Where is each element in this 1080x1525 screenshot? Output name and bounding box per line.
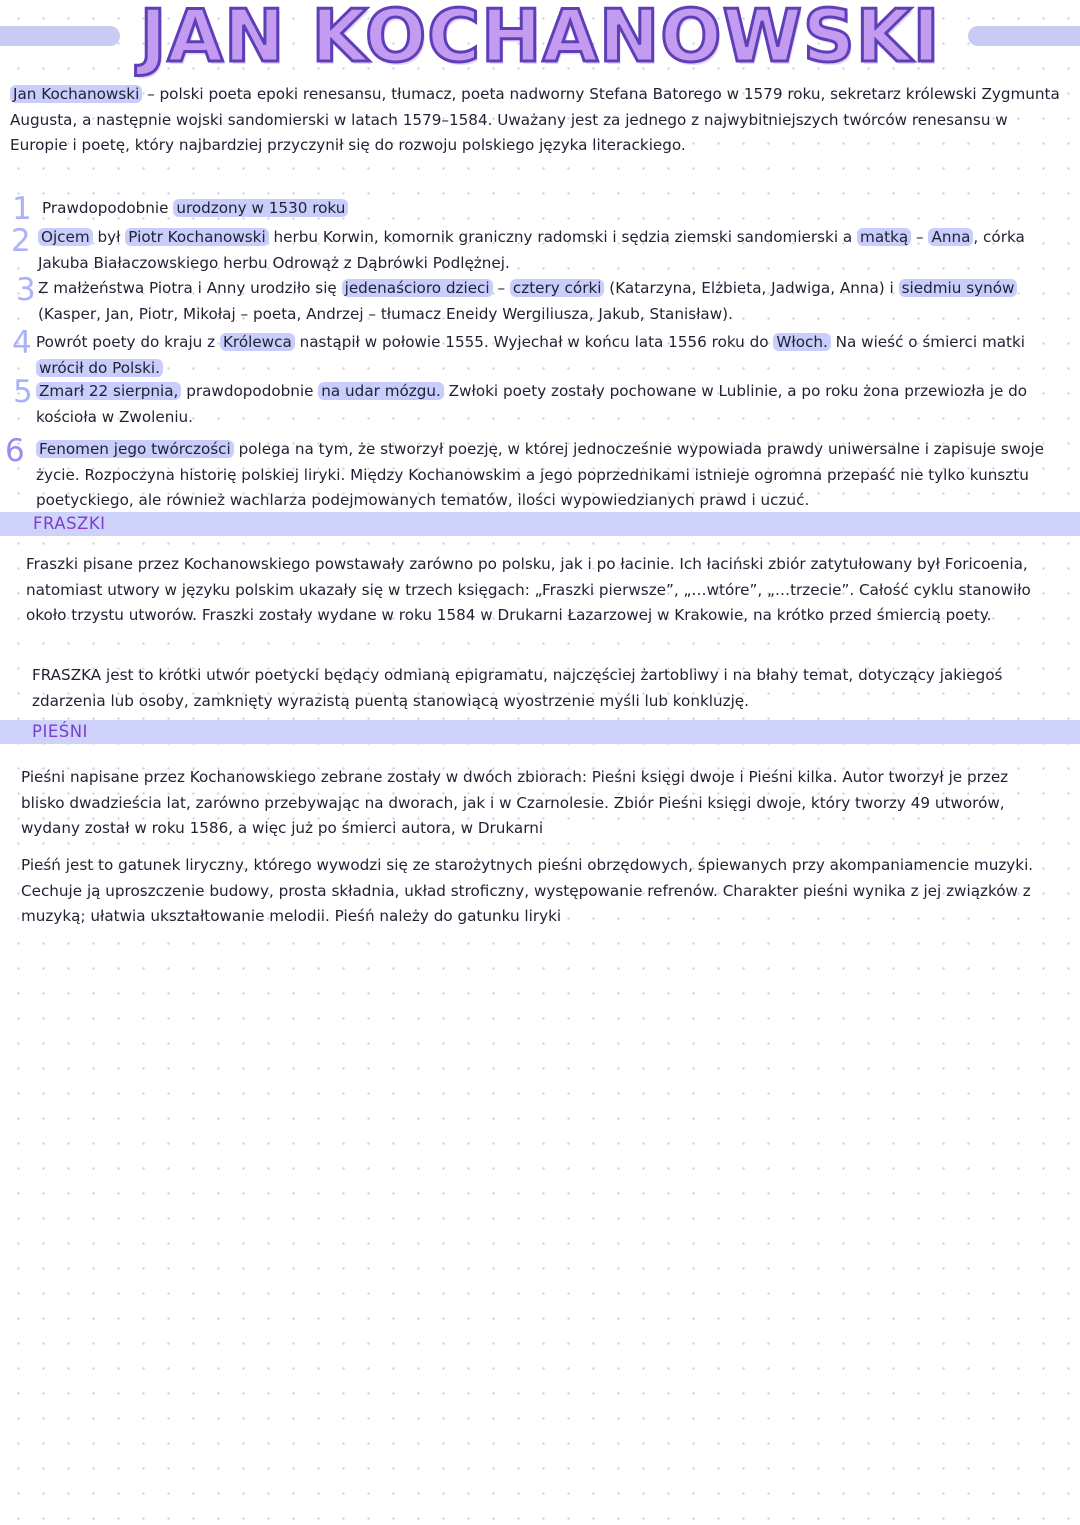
highlight: Zmarł 22 sierpnia, <box>36 382 181 400</box>
fact-number: 3 <box>16 272 36 308</box>
fact-3 <box>38 276 1068 327</box>
text: Zwłoki poety zostały pochowane w Lublinie, a po roku żona przewiozła je do kościoła w Zwoleniu. <box>36 382 1028 426</box>
text: , córka Jakuba Białaczowskiego herbu Odrowąż z Dąbrówki Podlężnej. <box>38 228 1025 272</box>
text: prawdopodobnie <box>181 382 319 400</box>
piesn-definition: Pieśń jest to gatunek liryczny, którego wywodzi się ze starożytnych pieśni obrzędowych, śpiewanych przy akompaniamencie muzyki. Cechuje ją uproszczenie budowy, prosta składnia, układ stroficzny, występowanie refrenów. Charakter pieśni wynika z jej związków z muzyką; ułatwia ukształtowanie melodii. Pieśń należy do gatunku liryki <box>21 856 1034 925</box>
text: – <box>911 228 929 246</box>
fraszki-paragraph: Fraszki pisane przez Kochanowskiego powstawały zarówno po polsku, jak i po łacinie. Ich łaciński zbiór zatytułowany był Foricoenia, natomiast utwory w języku polskim ukazały się w trzech księgach: „Fraszki pierwsze”, „…wtóre”, „…trzecie”. Całość cyklu stanowiło około trzystu utworów. Fraszki zostały wydane w roku 1584 w Drukarni Łazarzowej w Krakowie, na krótko przed śmiercią poety. <box>26 555 1031 624</box>
section-heading-fraszki: FRASZKI <box>33 514 106 533</box>
highlight: Fenomen jego twórczości <box>36 440 234 458</box>
fact-5 <box>36 379 1068 430</box>
fact-number: 2 <box>11 223 31 259</box>
fact-number: 4 <box>12 325 32 361</box>
text: nastąpił w połowie 1555. Wyjechał w końcu lata 1556 roku do <box>294 333 774 351</box>
highlight: wrócił do Polski. <box>36 359 163 377</box>
highlight: Włoch. <box>773 333 830 351</box>
highlight-name: Jan Kochanowski <box>10 85 142 103</box>
highlight: Anna <box>928 228 973 246</box>
page-title: JAN KOCHANOWSKI <box>139 0 941 78</box>
highlight: Królewca <box>220 333 295 351</box>
intro-paragraph <box>10 82 1068 159</box>
highlight: na udar mózgu. <box>318 382 444 400</box>
fact-number: 1 <box>12 191 32 227</box>
fact-2 <box>38 225 1068 276</box>
text: Na wieść o śmierci matki <box>830 333 1026 351</box>
section-band-fraszki <box>0 512 1080 536</box>
intro-text: – polski poeta epoki renesansu, tłumacz, poeta nadworny Stefana Batorego w 1579 roku, sekretarz królewski Zygmunta Augusta, a następnie wojski sandomierski w latach 1579–1584. Uważany jest za jednego z najwybitniejszych twórców renesansu w Europie i poetę, który najbardziej przyczynił się do rozwoju polskiego języka literackiego. <box>10 85 1060 154</box>
text: Prawdopodobnie <box>42 199 174 217</box>
highlight: jedenaścioro dzieci <box>342 279 493 297</box>
highlight: cztery córki <box>510 279 605 297</box>
text: (Katarzyna, Elżbieta, Jadwiga, Anna) i <box>604 279 899 297</box>
highlight: urodzony w 1530 roku <box>173 199 348 217</box>
text: Powrót poety do kraju z <box>36 333 220 351</box>
highlight: Piotr Kochanowski <box>125 228 268 246</box>
fraszka-definition: FRASZKA jest to krótki utwór poetycki będący odmianą epigramatu, najczęściej żartobliwy i na błahy temat, dotyczący jakiegoś zdarzenia lub osoby, zamknięty wyrazistą puentą stanowiącą wyostrzenie myśli lub konkluzję. <box>32 666 1003 710</box>
fact-4 <box>36 330 1068 381</box>
fact-6 <box>36 437 1068 514</box>
fact-1 <box>42 196 1067 222</box>
section-band-piesni <box>0 720 1080 744</box>
section-heading-piesni: PIEŚNI <box>32 722 88 741</box>
text: Z małżeństwa Piotra i Anny urodziło się <box>38 279 342 297</box>
highlight: matką <box>857 228 911 246</box>
text: herbu Korwin, komornik graniczny radomski i sędzia ziemski sandomierski a <box>268 228 858 246</box>
fact-number: 6 <box>5 433 25 469</box>
piesni-paragraph: Pieśni napisane przez Kochanowskiego zebrane zostały w dwóch zbiorach: Pieśni księgi dwoje i Pieśni kilka. Autor tworzył je przez blisko dwadzieścia lat, zarówno przebywając na dworach, jak i w Czarnolesie. Zbiór Pieśni księgi dwoje, który tworzy 49 utworów, wydany został w roku 1586, a więc już po śmierci autora, w Drukarni <box>21 768 1009 837</box>
highlight: Ojcem <box>38 228 93 246</box>
text: był <box>92 228 126 246</box>
highlight: siedmiu synów <box>899 279 1018 297</box>
text: – <box>492 279 510 297</box>
text: (Kasper, Jan, Piotr, Mikołaj – poeta, Andrzej – tłumacz Eneidy Wergiliusza, Jakub, Stanisław). <box>38 304 733 323</box>
fact-number: 5 <box>13 374 33 410</box>
text: polega na tym, że stworzył poezję, w której jednocześnie wypowiada prawdy uniwersalne i zapisuje swoje życie. Rozpoczyna historię polskiej liryki. Między Kochanowskim a jego poprzednikami istnieje ogromna przepaść nie tylko kunsztu poetyckiego, ale również wachlarza podejmowanych tematów, ilości wypowiedzianych prawd i uczuć. <box>36 440 1045 509</box>
